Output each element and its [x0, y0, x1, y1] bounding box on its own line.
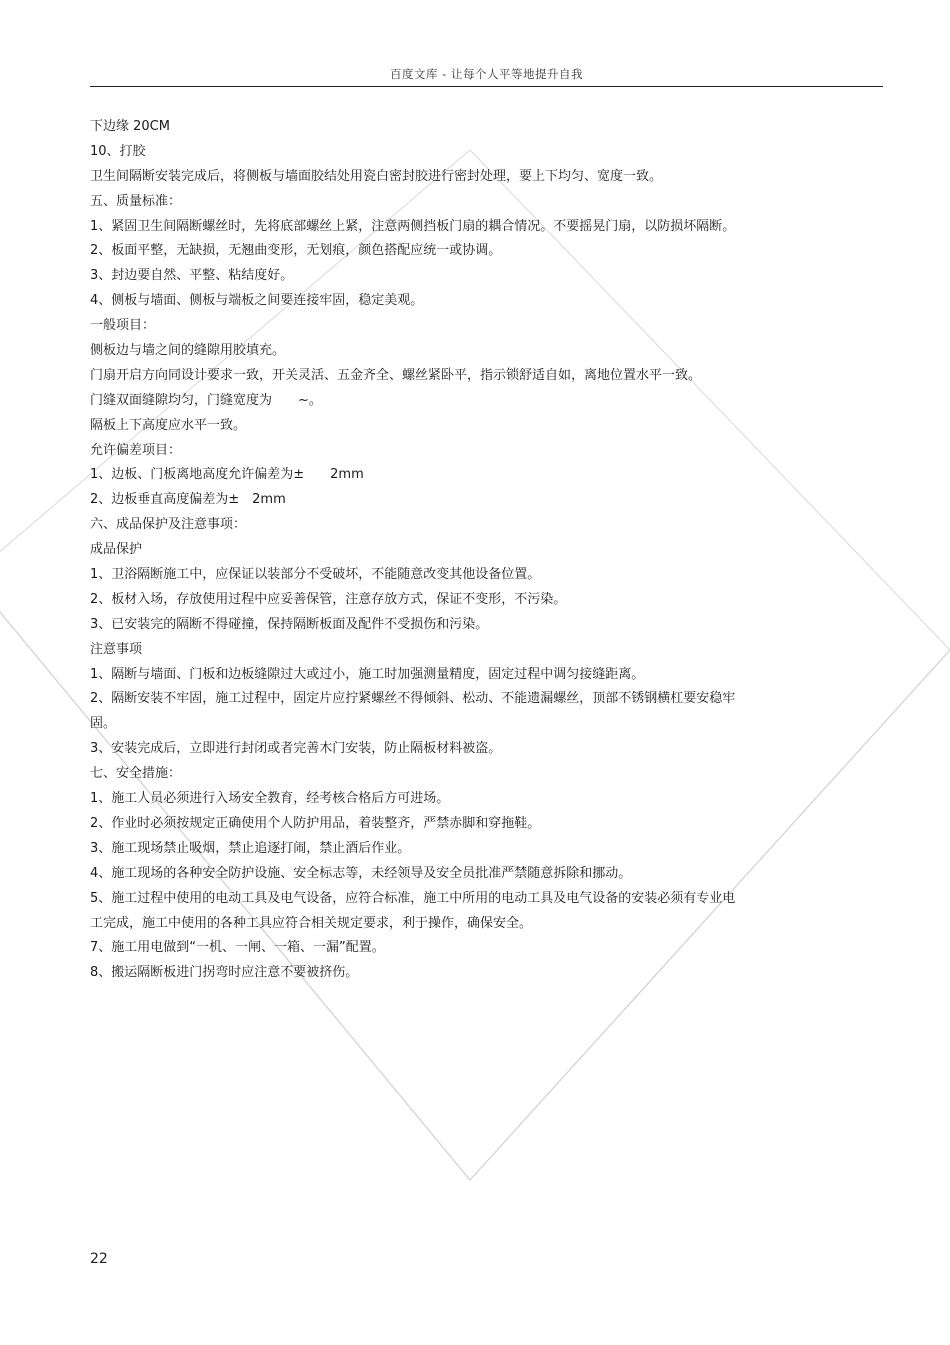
text-line: 1、隔断与墙面、门板和边板缝隙过大或过小，施工时加强测量精度，固定过程中调匀接缝距离。 — [90, 666, 645, 682]
text-line: 3、施工现场禁止吸烟，禁止追逐打闹，禁止酒后作业。 — [90, 840, 411, 856]
text-line: 门扇开启方向同设计要求一致，开关灵活、五金齐全、螺丝紧卧平，指示锁舒适自如，离地位置水平一致。 — [90, 367, 702, 383]
text-line: 门缝双面缝隙均匀，门缝宽度为 ~。 — [90, 392, 322, 408]
text-line: 3、封边要自然、平整、粘结度好。 — [90, 268, 294, 284]
text-line: 2、板材入场，存放使用过程中应妥善保管，注意存放方式，保证不变形，不污染。 — [90, 591, 567, 607]
text-line: 1、施工人员必须进行入场安全教育，经考核合格后方可进场。 — [90, 791, 450, 807]
text-line: 注意事项 — [90, 641, 143, 657]
text-line: 4、侧板与墙面、侧板与端板之间要连接牢固，稳定美观。 — [90, 293, 424, 309]
text-line: 工完成，施工中使用的各种工具应符合相关规定要求，利于操作，确保安全。 — [90, 915, 533, 931]
text-line: 2、边板垂直高度偏差为± 2mm — [90, 492, 286, 508]
text-line: 3、已安装完的隔断不得碰撞，保持隔断板面及配件不受损伤和污染。 — [90, 616, 489, 632]
text-line: 隔板上下高度应水平一致。 — [90, 417, 247, 433]
page-header: 百度文库 - 让每个人平等地提升自我 — [390, 67, 583, 81]
text-line: 允许偏差项目： — [90, 442, 182, 458]
text-line: 10、打胶 — [90, 143, 146, 159]
text-line: 1、卫浴隔断施工中，应保证以装部分不受破坏，不能随意改变其他设备位置。 — [90, 567, 541, 583]
text-line: 2、隔断安装不牢固，施工过程中，固定片应拧紧螺丝不得倾斜、松动、不能遗漏螺丝，顶部不锈钢横杠要安稳牢 — [90, 691, 736, 707]
header-divider — [90, 86, 883, 87]
text-line: 7、施工用电做到“一机、一闸、一箱、一漏”配置。 — [90, 940, 385, 956]
text-line: 1、紧固卫生间隔断螺丝时，先将底部螺丝上紧，注意两侧挡板门扇的耦合情况。不要摇晃门扇，以防损坏隔断。 — [90, 218, 736, 234]
text-line: 固。 — [90, 716, 117, 732]
page-number: 22 — [90, 1251, 108, 1267]
text-line: 成品保护 — [90, 542, 143, 558]
text-line: 8、搬运隔断板进门拐弯时应注意不要被挤伤。 — [90, 965, 359, 981]
text-line: 五、质量标准： — [90, 193, 182, 209]
text-line: 六、成品保护及注意事项： — [90, 517, 247, 533]
document-body — [90, 117, 790, 988]
text-line: 侧板边与墙之间的缝隙用胶填充。 — [90, 343, 286, 359]
text-line: 下边缘 20CM — [90, 119, 170, 134]
text-line: 5、施工过程中使用的电动工具及电气设备，应符合标准，施工中所用的电动工具及电气设备的安装必须有专业电 — [90, 890, 736, 906]
text-line: 4、施工现场的各种安全防护设施、安全标志等，未经领导及安全员批准严禁随意拆除和挪动。 — [90, 865, 632, 881]
text-line: 七、安全措施： — [90, 766, 182, 782]
text-line: 2、板面平整，无缺损，无翘曲变形，无划痕，颜色搭配应统一或协调。 — [90, 243, 502, 259]
text-line: 2、作业时必须按规定正确使用个人防护用品，着装整齐，严禁赤脚和穿拖鞋。 — [90, 815, 541, 831]
text-line: 1、边板、门板离地高度允许偏差为± 2mm — [90, 467, 364, 483]
text-line: 3、安装完成后，立即进行封闭或者完善木门安装，防止隔板材料被盗。 — [90, 741, 502, 757]
text-line: 卫生间隔断安装完成后，将侧板与墙面胶结处用瓷白密封胶进行密封处理，要上下均匀、宽度一致。 — [90, 168, 663, 184]
text-line: 一般项目： — [90, 318, 156, 334]
